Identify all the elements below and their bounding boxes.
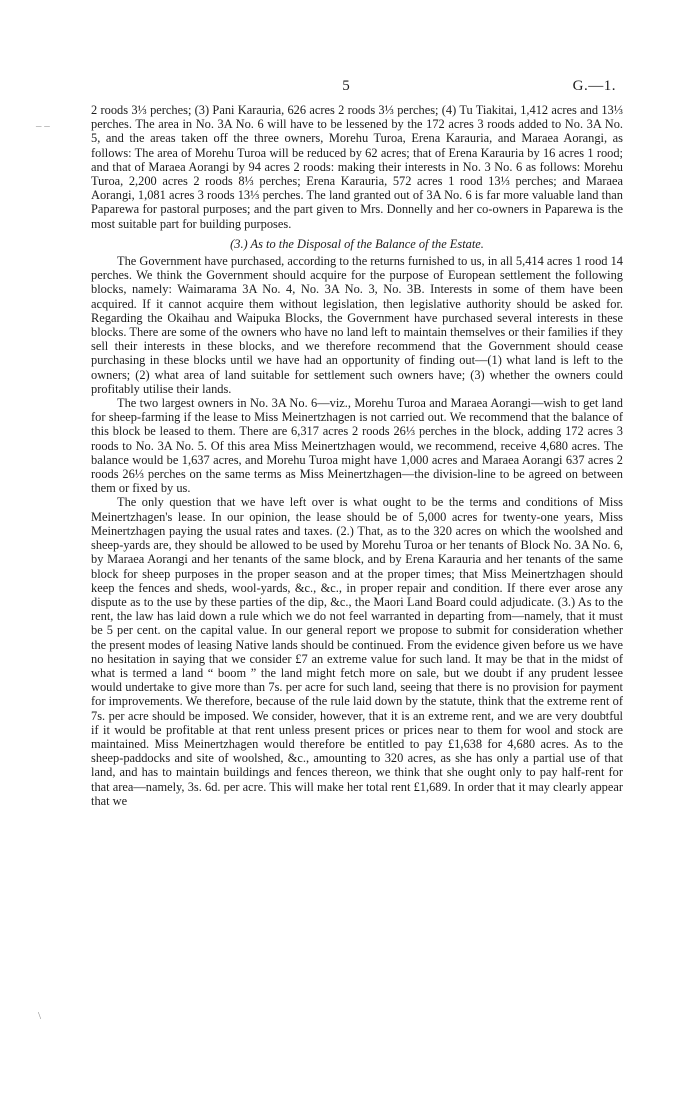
paragraph-lease-terms: The only question that we have left over is what ought to be the terms and conditions of Miss Meinertzhagen's lease. In our opinion, the lease should be of 5,000 acres for twenty-one years, Miss Meinertzhagen paying the usual rates and taxes. (2.) That, as to the 320 acres on which the woolshed and sheep-yards are, they should be allowed to be used by Morehu Turoa or her tenants of Block No. 3A No. 6, by Maraea Aorangi and her tenants of the same block, and by Erena Karauria and her tenants of the same block for sheep purposes in the proper season and at the proper times; that Miss Meinertzhagen should keep the fences and sheds, wool-yards, &c., &c., in proper repair and condition. If there ever arose any dispute as to the use by these parties of the dip, &c., the Maori Land Board could adjudicate. (3.) As to the rent, the law has laid down a rule which we do not feel warranted in departing from—namely, that it must be 5 per cent. on the capital value. In our general report we propose to submit for consideration whether the present modes of leasing Native lands should be continued. From the evidence given before us we have no hesitation in saying that we consider £7 an extreme value for such land. It may be that in the midst of what is termed a land “ boom ” the land might fetch more on sale, but we doubt if any prudent lessee would undertake to give more than 7s. per acre for such land, seeing that there is no provision for payment for improvements. We therefore, because of the rule laid down by the statute, think that the extreme rent of 7s. per acre should be imposed. We consider, however, that it is an extreme rent, and we are very doubtful if it would be profitable at that rent unless present prices or prices near to them for wool and stock are maintained. Miss Meinertzhagen would therefore be entitled to pay £1,638 for 4,680 acres. As to the sheep-paddocks and site of woolshed, &c., amounting to 320 acres, as she has only a partial use of that land, and has to maintain buildings and fences thereon, we think that she ought only to pay half-rent for that area—namely, 3s. 6d. per acre. This will make her total rent £1,689. In order that it may clearly appear that we — [91, 495, 623, 808]
paragraph-government-purchases: The Government have purchased, according to the returns furnished to us, in all 5,414 acres 1 rood 14 perches. We think the Government should acquire for the purpose of European settlement the following blocks, namely: Waimarama 3A No. 4, No. 3A No. 3, No. 3B. Interests in some of them have been acquired. If it cannot acquire them without legislation, then legislative authority should be asked for. Regarding the Okaihau and Waipuka Blocks, the Government have purchased several interests in these blocks. There are some of the owners who have no land left to maintain themselves or their families if they sell their interests in these blocks, and we therefore recommend that the Government should cease purchasing in these blocks until we have had an opportunity of finding out—(1) what land is left to the owners; (2) what area of land suitable for settlement such owners have; (3) whether the owners could profitably utilise their lands. — [91, 254, 623, 396]
section-heading: (3.) As to the Disposal of the Balance of the Estate. — [230, 236, 484, 251]
margin-mark-top: – – — [36, 120, 50, 132]
paragraph-largest-owners: The two largest owners in No. 3A No. 6—viz., Morehu Turoa and Maraea Aorangi—wish to get land for sheep-farming if the lease to Miss Meinertzhagen is not carried out. We recommend that the balance of this block be leased to them. There are 6,317 acres 2 roods 26⅓ perches in the block, adding 172 acres 3 roods to No. 3A No. 5. Of this area Miss Meinertzhagen would, we recommend, receive 4,680 acres. The balance would be 1,637 acres, and Morehu Turoa might have 1,000 acres and Maraea Aorangi 637 acres 2 roods 26⅓ perches on the same terms as Miss Meinertzhagen—the division-line to be agreed on between them or fixed by us. — [91, 396, 623, 496]
paragraph-continuation: 2 roods 3⅓ perches; (3) Pani Karauria, 626 acres 2 roods 3⅓ perches; (4) Tu Tiakitai, 1,412 acres and 13⅓ perches. The area in No. 3A No. 6 will have to be lessened by the 172 acres 3 roods added to No. 3A No. 5, and the areas taken off the three owners, Morehu Turoa, Erena Karauria, and Maraea Aorangi, as follows: The area of Morehu Turoa will be reduced by 62 acres; that of Erena Karauria by 16 acres 1 rood; and that of Maraea Aorangi by 94 acres 2 roods: making their interests in No. 3 No. 6 as follows: Morehu Turoa, 2,200 acres 2 roods 8⅓ perches; Erena Karauria, 572 acres 1 rood 13⅓ perches; and Maraea Aorangi, 1,081 acres 3 roods 13⅓ perches. The land granted out of 3A No. 6 is far more valuable land than Paparewa for pastoral purposes; and the part given to Mrs. Donnelly and her co-owners in Paparewa is the most suitable part for building purposes. — [91, 103, 623, 231]
document-reference: G.—1. — [572, 78, 616, 94]
body-text — [91, 103, 623, 808]
margin-mark-bottom: \ — [38, 1010, 42, 1022]
page-number: 5 — [342, 78, 350, 94]
